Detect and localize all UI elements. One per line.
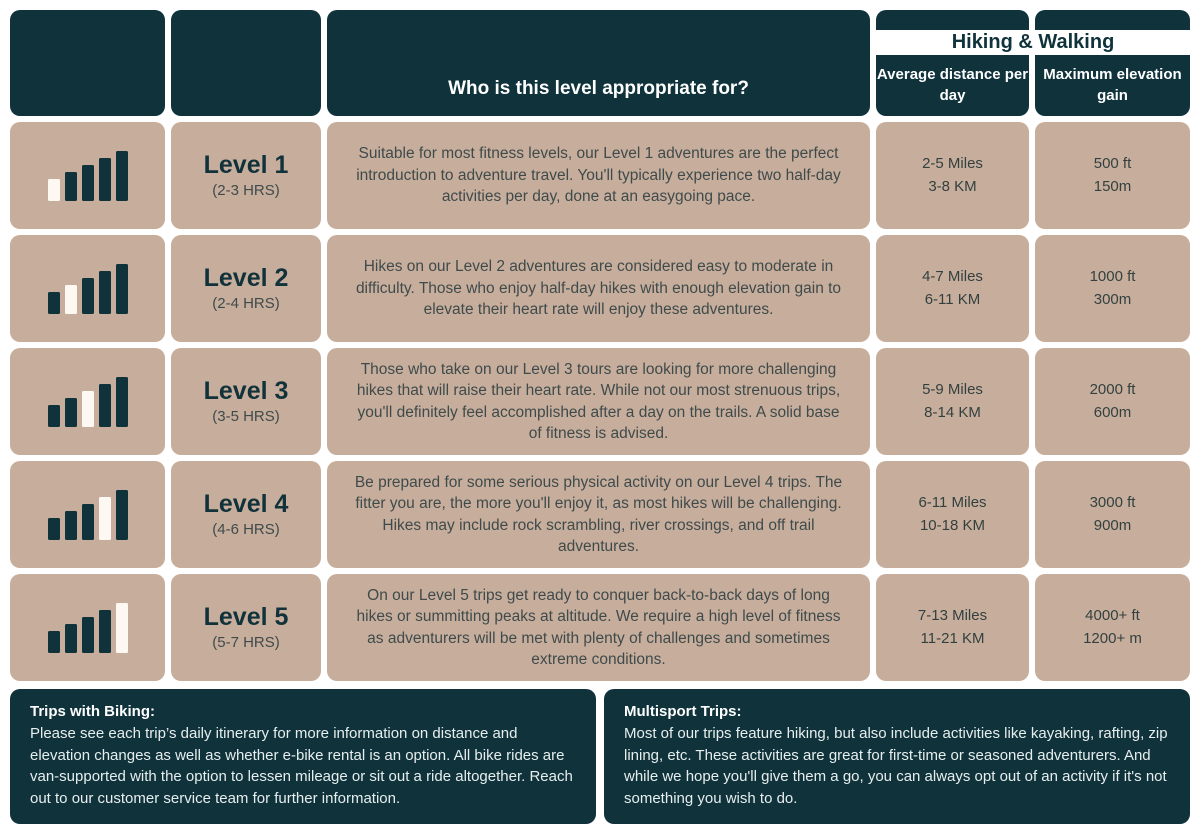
header-who-title: Who is this level appropriate for? bbox=[448, 78, 749, 99]
elevation-ft: 3000 ft bbox=[1089, 494, 1136, 511]
signal-bar bbox=[99, 158, 111, 201]
elevation-m: 1200+ m bbox=[1083, 629, 1142, 647]
level-2-icon-cell bbox=[10, 235, 165, 342]
signal-bar bbox=[48, 631, 60, 653]
header-who-cell bbox=[327, 10, 870, 116]
signal-bar bbox=[99, 384, 111, 427]
signal-bars-icon bbox=[48, 603, 128, 653]
signal-bar bbox=[116, 151, 128, 201]
header-spacer-level-col bbox=[171, 10, 321, 116]
header-spacer-icon-col bbox=[10, 10, 165, 116]
signal-bars-icon bbox=[48, 490, 128, 540]
level-4-description-cell bbox=[327, 461, 870, 568]
distance-miles: 6-11 Miles bbox=[918, 494, 987, 511]
level-2-name-cell bbox=[171, 235, 321, 342]
elevation-m: 600m bbox=[1093, 403, 1132, 421]
level-5-elevation-cell bbox=[1035, 574, 1190, 681]
level-description: Be prepared for some serious physical activity on our Level 4 trips. The fitter you are, the more you'll enjoy it, as most hikes will be challenging. Hikes may include rock scrambling, river crossings, and off trail adventures. bbox=[354, 473, 843, 555]
distance-km: 6-11 KM bbox=[924, 290, 981, 308]
level-hours: (4-6 HRS) bbox=[212, 520, 280, 538]
biking-note-title: Trips with Biking: bbox=[30, 703, 156, 720]
biking-note bbox=[10, 689, 596, 824]
level-name: Level 5 bbox=[203, 603, 289, 632]
elevation-ft: 2000 ft bbox=[1089, 381, 1136, 398]
signal-bar bbox=[99, 610, 111, 653]
level-name: Level 2 bbox=[203, 264, 289, 293]
elevation-ft: 1000 ft bbox=[1089, 268, 1136, 285]
level-hours: (5-7 HRS) bbox=[212, 633, 280, 651]
footer-notes bbox=[10, 689, 1190, 824]
level-2-distance-cell bbox=[876, 235, 1029, 342]
elevation-ft: 500 ft bbox=[1093, 155, 1132, 172]
signal-bars-icon bbox=[48, 377, 128, 427]
level-name: Level 3 bbox=[203, 377, 289, 406]
multisport-note-title: Multisport Trips: bbox=[624, 703, 742, 720]
distance-miles: 7-13 Miles bbox=[917, 607, 988, 624]
hiking-walking-title: Hiking & Walking bbox=[951, 31, 1115, 53]
level-hours: (2-3 HRS) bbox=[212, 181, 280, 199]
level-3-distance-cell bbox=[876, 348, 1029, 455]
level-2-elevation-cell bbox=[1035, 235, 1190, 342]
header-elevation-cell bbox=[1035, 10, 1190, 116]
level-1-distance-cell bbox=[876, 122, 1029, 229]
multisport-note-body: Most of our trips feature hiking, but also include activities like kayaking, rafting, zip lining, etc. These activities are great for first-time or seasoned adventurers. And while we hope you'll give them a go, you can always opt out of an activity if it's not something you wish to do. bbox=[624, 724, 1168, 807]
level-description: Suitable for most fitness levels, our Level 1 adventures are the perfect introduction to adventure travel. You'll typically experience two half-day activities per day, done at an easygoing pace. bbox=[356, 145, 841, 206]
level-1-elevation-cell bbox=[1035, 122, 1190, 229]
level-hours: (3-5 HRS) bbox=[212, 407, 280, 425]
distance-miles: 2-5 Miles bbox=[922, 155, 983, 172]
distance-km: 3-8 KM bbox=[928, 177, 977, 195]
level-hours: (2-4 HRS) bbox=[212, 294, 280, 312]
header-elevation-label: Maximum elevation gain bbox=[1043, 66, 1182, 104]
signal-bar bbox=[65, 511, 77, 540]
signal-bar bbox=[48, 518, 60, 540]
level-3-description-cell bbox=[327, 348, 870, 455]
signal-bar bbox=[82, 617, 94, 653]
signal-bar bbox=[48, 405, 60, 427]
level-description: On our Level 5 trips get ready to conquer back-to-back days of long hikes or summitting peaks at altitude. We require a high level of fitness as adventurers will be met with plenty of challenges and sometimes extreme conditions. bbox=[356, 586, 841, 668]
hiking-walking-banner bbox=[876, 30, 1190, 55]
elevation-ft: 4000+ ft bbox=[1085, 607, 1140, 624]
level-5-distance-cell bbox=[876, 574, 1029, 681]
multisport-note bbox=[604, 689, 1190, 824]
signal-bar bbox=[82, 504, 94, 540]
header-distance-label: Average distance per day bbox=[876, 66, 1029, 104]
header-distance-cell bbox=[876, 10, 1029, 116]
elevation-m: 150m bbox=[1093, 177, 1132, 195]
header-hiking-group bbox=[876, 10, 1190, 116]
level-4-elevation-cell bbox=[1035, 461, 1190, 568]
signal-bar bbox=[116, 264, 128, 314]
level-3-name-cell bbox=[171, 348, 321, 455]
biking-note-body: Please see each trip’s daily itinerary for more information on distance and elevation changes as well as whether e-bike rental is an option. All bike rides are van-supported with the option to lessen mileage or sit out a ride altogether. Reach out to our customer service team for further information. bbox=[30, 724, 573, 807]
level-3-icon-cell bbox=[10, 348, 165, 455]
level-4-distance-cell bbox=[876, 461, 1029, 568]
signal-bar bbox=[99, 497, 111, 540]
level-4-name-cell bbox=[171, 461, 321, 568]
signal-bar bbox=[82, 165, 94, 201]
signal-bar bbox=[65, 172, 77, 201]
distance-miles: 5-9 Miles bbox=[922, 381, 983, 398]
level-5-icon-cell bbox=[10, 574, 165, 681]
signal-bar bbox=[116, 490, 128, 540]
level-3-elevation-cell bbox=[1035, 348, 1190, 455]
signal-bar bbox=[65, 624, 77, 653]
signal-bar bbox=[48, 292, 60, 314]
elevation-m: 900m bbox=[1093, 516, 1132, 534]
signal-bars-icon bbox=[48, 264, 128, 314]
level-name: Level 1 bbox=[203, 151, 289, 180]
level-1-name-cell bbox=[171, 122, 321, 229]
signal-bar bbox=[116, 377, 128, 427]
level-description: Hikes on our Level 2 adventures are considered easy to moderate in difficulty. Those who enjoy half-day hikes with enough elevation gain to elevate their heart rate will enjoy these adventures. bbox=[355, 258, 842, 319]
signal-bar bbox=[48, 179, 60, 201]
signal-bar bbox=[82, 278, 94, 314]
level-description: Those who take on our Level 3 tours are looking for more challenging hikes that will raise their heart rate. While not our most strenuous trips, you'll definitely feel accomplished after a day on the trails. A solid base of fitness is advised. bbox=[356, 360, 841, 442]
signal-bar bbox=[99, 271, 111, 314]
distance-km: 8-14 KM bbox=[924, 403, 981, 421]
signal-bar bbox=[65, 398, 77, 427]
level-2-description-cell bbox=[327, 235, 870, 342]
level-1-icon-cell bbox=[10, 122, 165, 229]
level-name: Level 4 bbox=[203, 490, 289, 519]
level-5-description-cell bbox=[327, 574, 870, 681]
distance-km: 11-21 KM bbox=[920, 629, 985, 647]
level-1-description-cell bbox=[327, 122, 870, 229]
distance-miles: 4-7 Miles bbox=[922, 268, 983, 285]
elevation-m: 300m bbox=[1093, 290, 1132, 308]
signal-bar bbox=[65, 285, 77, 314]
signal-bar bbox=[116, 603, 128, 653]
level-4-icon-cell bbox=[10, 461, 165, 568]
signal-bar bbox=[82, 391, 94, 427]
distance-km: 10-18 KM bbox=[919, 516, 986, 534]
signal-bars-icon bbox=[48, 151, 128, 201]
level-5-name-cell bbox=[171, 574, 321, 681]
